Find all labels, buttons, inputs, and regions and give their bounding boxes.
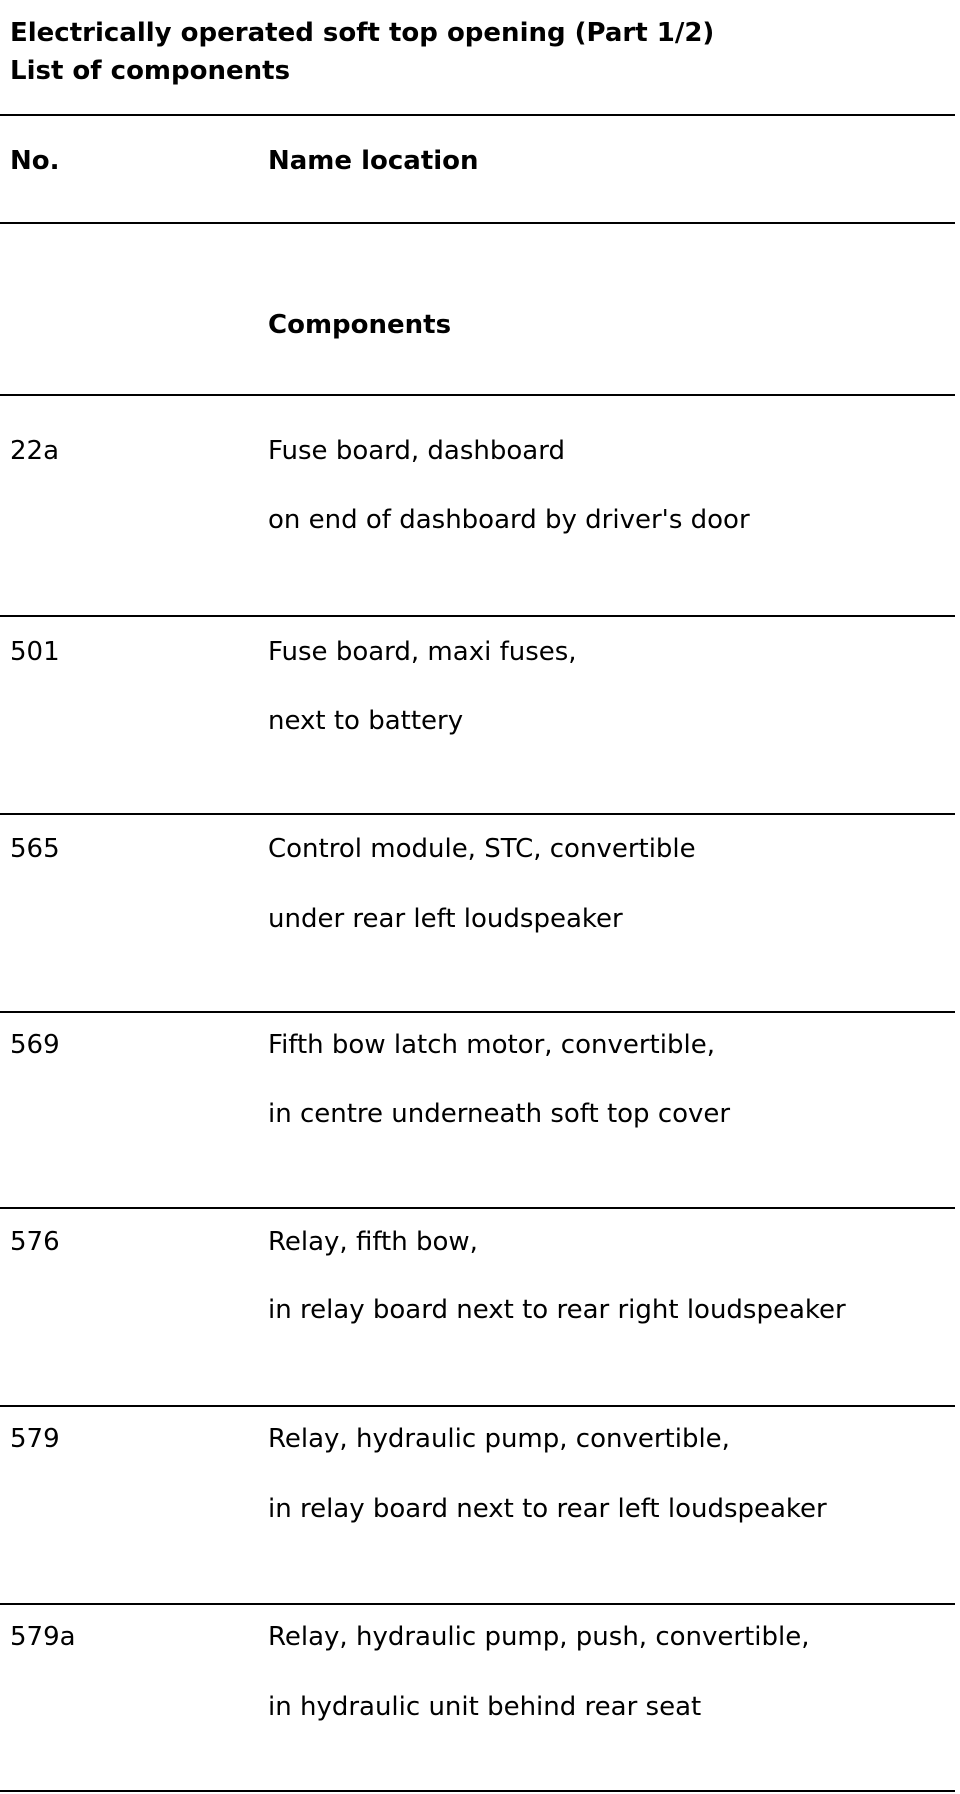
table-bottom-rule <box>0 1790 955 1792</box>
document-subtitle: List of components <box>10 56 291 86</box>
row-number: 569 <box>10 1030 60 1060</box>
row-divider <box>0 1011 955 1013</box>
row-name: Relay, hydraulic pump, push, convertible, <box>268 1622 810 1652</box>
header-bottom-rule <box>0 222 955 224</box>
row-divider <box>0 1603 955 1605</box>
row-location: next to battery <box>268 706 464 736</box>
section-label: Components <box>268 310 452 340</box>
table-top-rule <box>0 114 955 116</box>
column-header-no: No. <box>10 146 60 176</box>
row-divider <box>0 615 955 617</box>
row-location: in relay board next to rear right loudspeaker <box>268 1295 846 1325</box>
row-divider <box>0 1405 955 1407</box>
row-name: Relay, hydraulic pump, convertible, <box>268 1424 730 1454</box>
column-header-name-location: Name location <box>268 146 479 176</box>
row-name: Fifth bow latch motor, convertible, <box>268 1030 715 1060</box>
row-number: 579 <box>10 1424 60 1454</box>
document-title: Electrically operated soft top opening (Part 1/2) <box>10 18 715 48</box>
row-location: in hydraulic unit behind rear seat <box>268 1692 702 1722</box>
row-number: 579a <box>10 1622 76 1652</box>
row-location: in centre underneath soft top cover <box>268 1099 731 1129</box>
row-location: under rear left loudspeaker <box>268 904 623 934</box>
row-number: 565 <box>10 834 60 864</box>
row-location: on end of dashboard by driver's door <box>268 505 750 535</box>
row-name: Relay, fifth bow, <box>268 1227 478 1257</box>
row-name: Fuse board, maxi fuses, <box>268 637 577 667</box>
row-number: 576 <box>10 1227 60 1257</box>
row-divider <box>0 394 955 396</box>
row-location: in relay board next to rear left loudspeaker <box>268 1494 827 1524</box>
row-number: 501 <box>10 637 60 667</box>
row-name: Fuse board, dashboard <box>268 436 565 466</box>
row-number: 22a <box>10 436 60 466</box>
row-name: Control module, STC, convertible <box>268 834 696 864</box>
row-divider <box>0 813 955 815</box>
row-divider <box>0 1207 955 1209</box>
